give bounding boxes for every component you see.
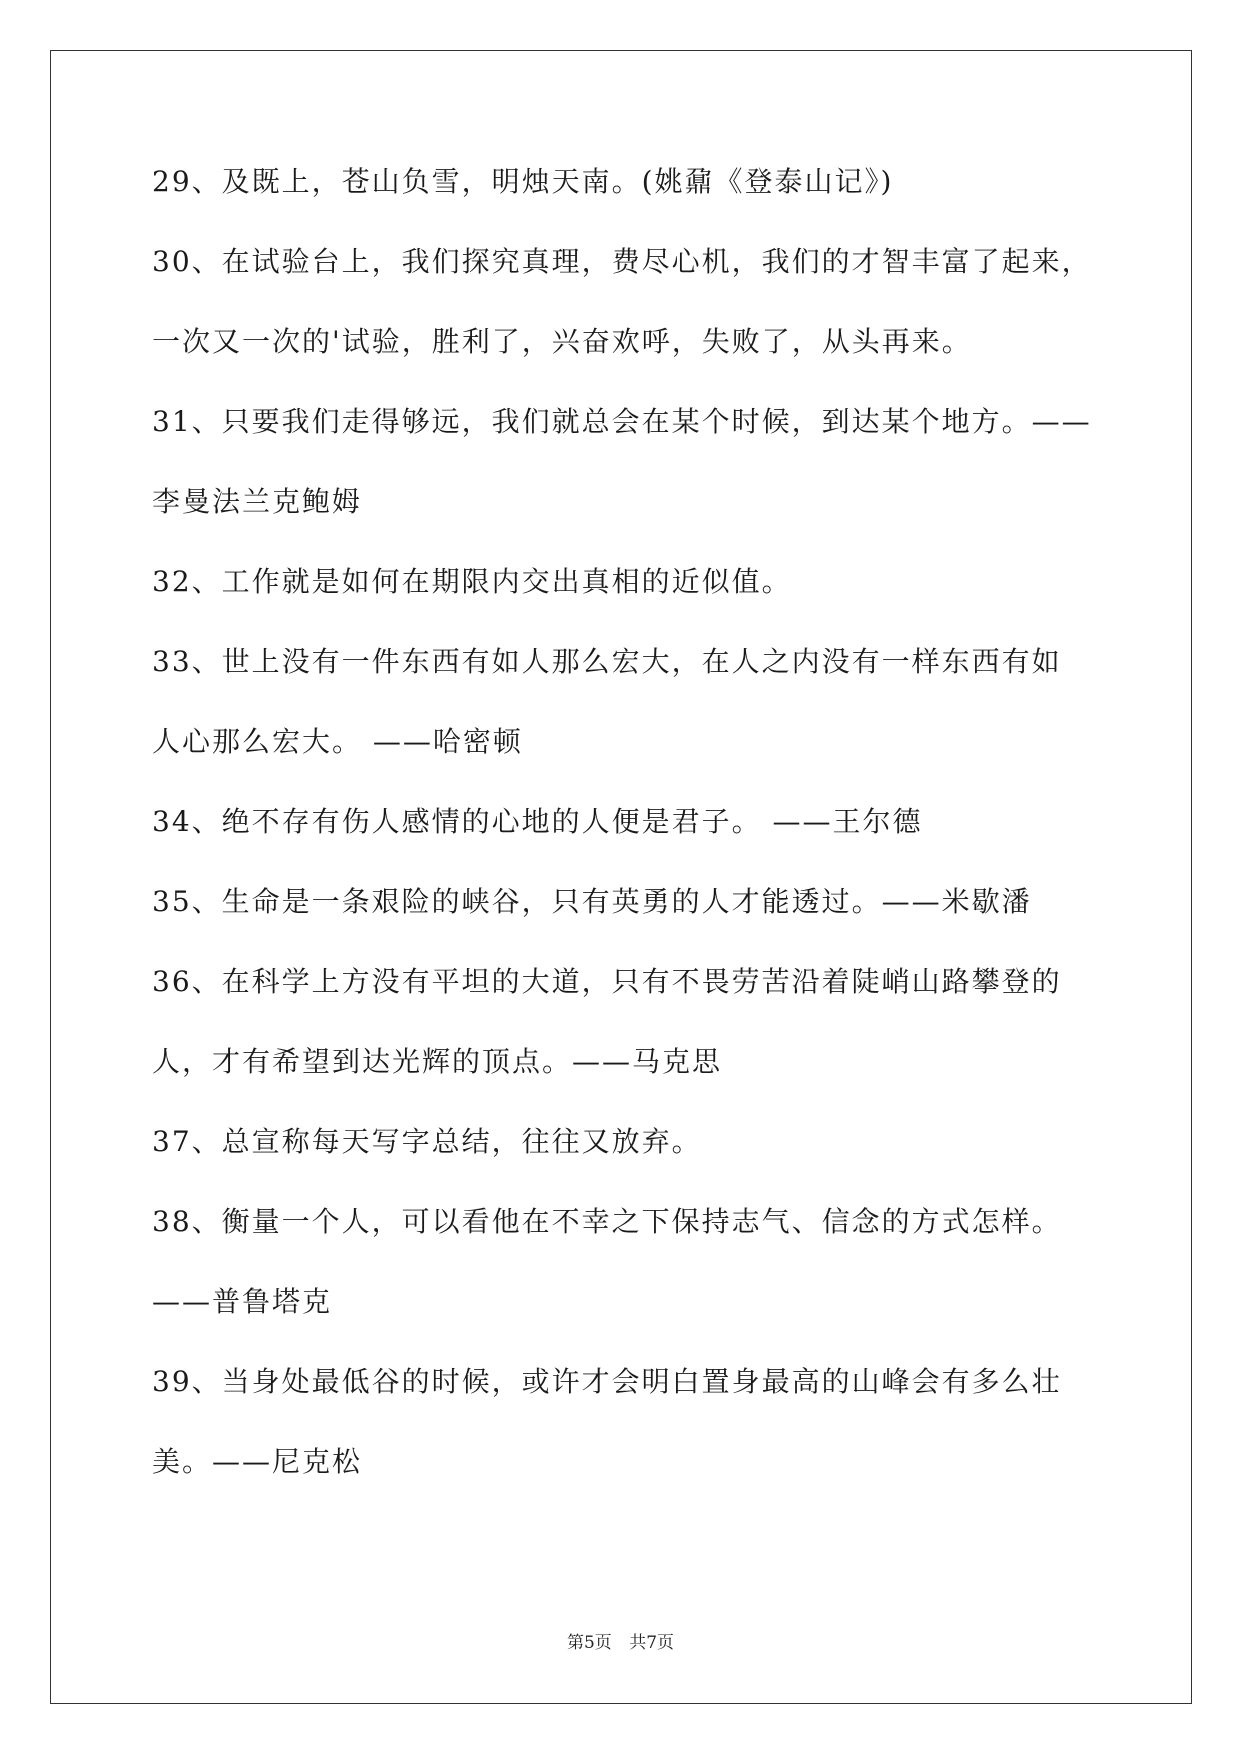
text-line: 39、当身处最低谷的时候，或许才会明白置身最高的山峰会有多么壮: [152, 1365, 1062, 1398]
text-line: 32、工作就是如何在期限内交出真相的近似值。: [152, 565, 792, 598]
page-total: 共7页: [629, 1633, 675, 1653]
text-line: 人心那么宏大。 ——哈密顿: [152, 725, 523, 758]
text-line: 31、只要我们走得够远，我们就总会在某个时候，到达某个地方。——: [152, 405, 1092, 438]
text-line: 37、总宣称每天写字总结，往往又放弃。: [152, 1125, 702, 1158]
page-number: 第5页: [566, 1633, 612, 1653]
text-line: 美。——尼克松: [152, 1445, 363, 1478]
text-line: 30、在试验台上，我们探究真理，费尽心机，我们的才智丰富了起来，: [152, 245, 1092, 278]
text-line: 34、绝不存有伤人感情的心地的人便是君子。 ——王尔德: [152, 805, 923, 838]
text-line: 38、衡量一个人，可以看他在不幸之下保持志气、信念的方式怎样。: [152, 1205, 1062, 1238]
page-footer: [0, 1628, 1241, 1653]
text-line: 李曼法兰克鲍姆: [152, 485, 363, 518]
text-line: ——普鲁塔克: [152, 1285, 333, 1318]
text-line: 29、及既上，苍山负雪，明烛天南。(姚鼐《登泰山记》): [152, 165, 894, 198]
text-line: 人，才有希望到达光辉的顶点。——马克思: [152, 1045, 723, 1078]
text-line: 36、在科学上方没有平坦的大道，只有不畏劳苦沿着陡峭山路攀登的: [152, 965, 1062, 998]
text-line: 一次又一次的'试验，胜利了，兴奋欢呼，失败了，从头再来。: [152, 325, 972, 358]
text-line: 35、生命是一条艰险的峡谷，只有英勇的人才能透过。——米歇潘: [152, 885, 1032, 918]
document-body: [152, 160, 1112, 1520]
text-line: 33、世上没有一件东西有如人那么宏大，在人之内没有一样东西有如: [152, 645, 1062, 678]
